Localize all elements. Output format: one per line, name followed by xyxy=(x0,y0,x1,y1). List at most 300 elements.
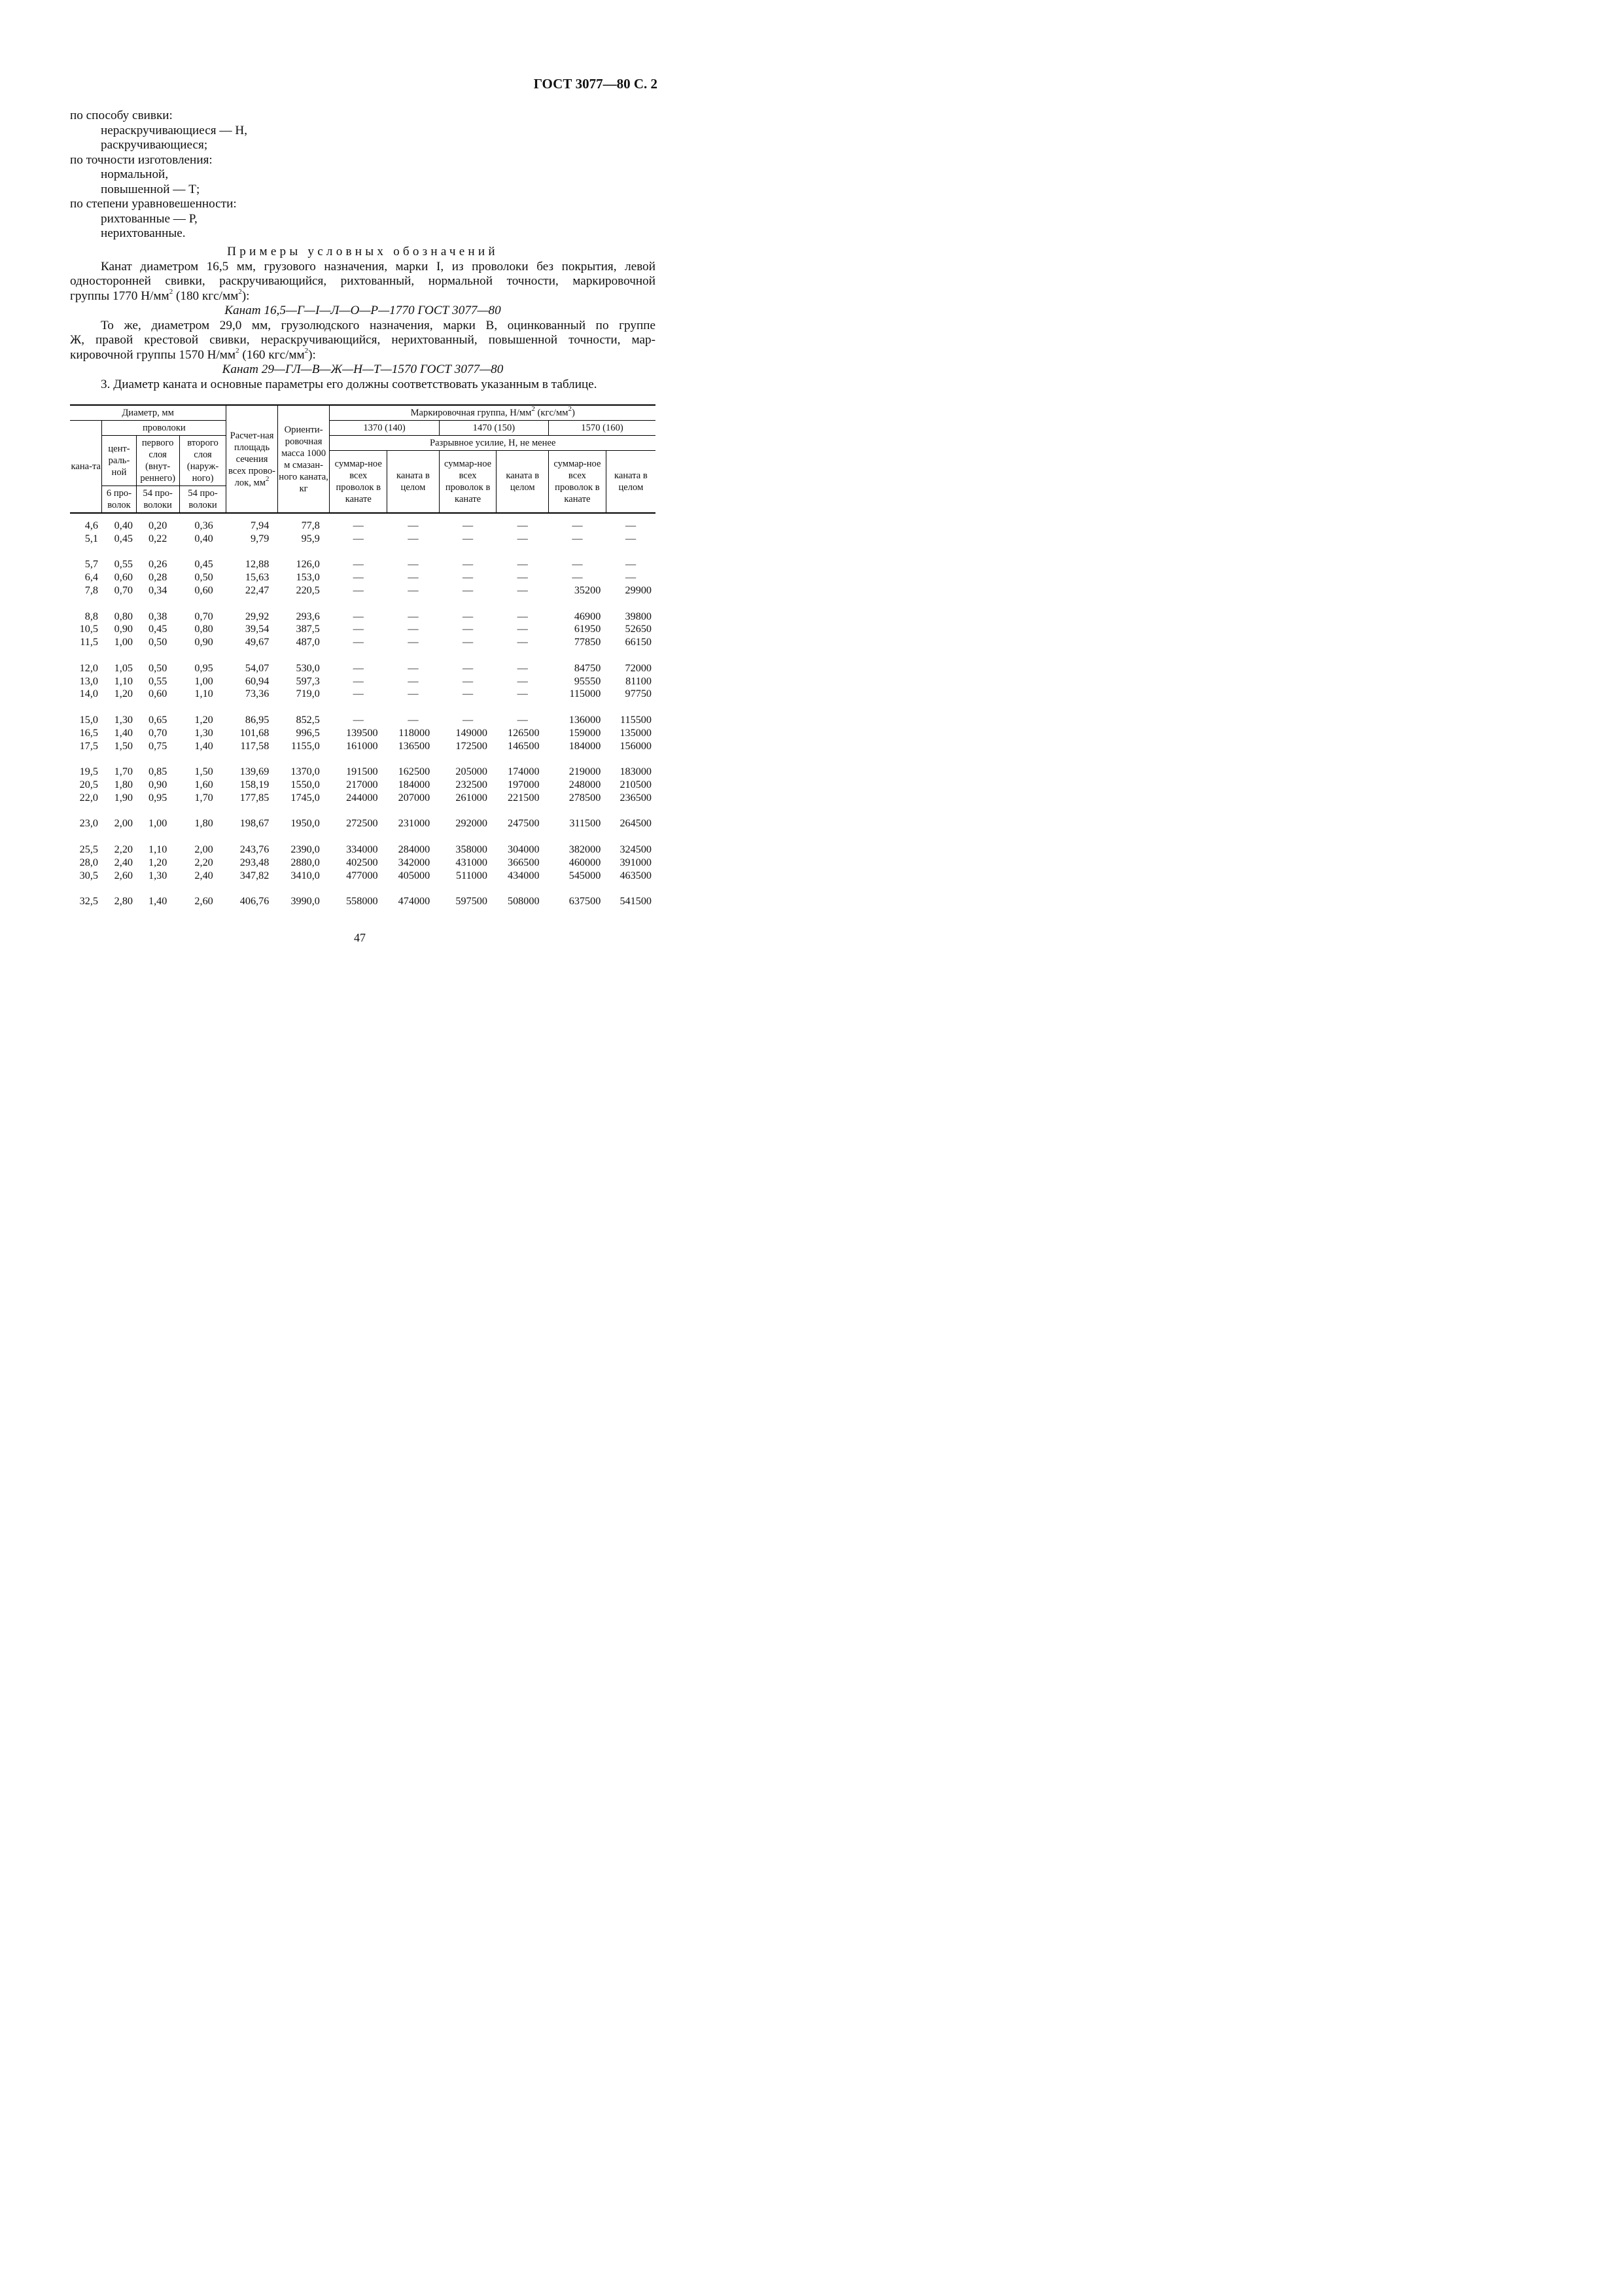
table-cell: 198,67 xyxy=(239,817,270,830)
table-cell: 474000 xyxy=(398,895,430,908)
table-cell: 405000 xyxy=(398,869,430,881)
table-cell: — xyxy=(462,636,474,648)
table-cell: 487,0 xyxy=(296,636,320,648)
table-cell: 13,0 xyxy=(79,675,98,687)
table-cell: 1,90 xyxy=(114,791,133,804)
table-cell: 597,3 xyxy=(296,675,320,687)
table-cell: 0,90 xyxy=(114,623,133,635)
table-body xyxy=(70,513,655,908)
table-cell: 558000 xyxy=(346,895,378,908)
group-1470-header: 1470 (150) xyxy=(439,421,548,436)
list-item: по точности изготовления: xyxy=(70,152,213,167)
example-1-designation: Канат 16,5—Г—I—Л—О—Р—1770 ГОСТ 3077—80 xyxy=(224,304,501,317)
table-cell: — xyxy=(625,520,637,531)
table-cell: 2,00 xyxy=(114,817,133,830)
table-cell: 244000 xyxy=(346,791,378,804)
table-cell: — xyxy=(517,610,528,622)
sum-wires-header: суммар-ное всех проволок в канате xyxy=(330,451,387,514)
table-cell: 434000 xyxy=(507,869,540,881)
table-cell: — xyxy=(408,610,419,622)
table-cell: 9,79 xyxy=(250,532,270,544)
table-cell: — xyxy=(353,636,364,648)
table-cell: 541500 xyxy=(620,895,652,908)
table-cell: 0,70 xyxy=(148,726,167,739)
central-wire-header: цент-раль-ной xyxy=(102,436,136,486)
table-cell: — xyxy=(462,688,474,700)
table-cell: 17,5 xyxy=(79,739,98,752)
table-cell: 597500 xyxy=(455,895,487,908)
table-cell: 387,5 xyxy=(296,623,320,635)
table-cell: — xyxy=(517,584,528,596)
table-cell: — xyxy=(517,636,528,648)
table-cell: 334000 xyxy=(346,843,378,855)
table-cell: 126,0 xyxy=(296,558,320,571)
table-cell: 207000 xyxy=(398,791,430,804)
table-row xyxy=(70,533,655,546)
table-cell: 1370,0 xyxy=(290,766,320,778)
example-1-text: Канат диаметром 16,5 мм, грузового назначения, марки I, из проволоки без покрытия, левой xyxy=(101,259,655,274)
whole-rope-header: каната в целом xyxy=(497,451,549,514)
table-cell: 996,5 xyxy=(296,726,320,739)
table-cell: 342000 xyxy=(398,856,430,868)
table-cell: 101,68 xyxy=(239,726,270,739)
table-row xyxy=(70,857,655,870)
table-cell: 177,85 xyxy=(239,791,270,804)
examples-section xyxy=(70,245,655,392)
table-cell: 2,20 xyxy=(194,856,213,868)
table-row xyxy=(70,623,655,636)
table-cell: 0,40 xyxy=(194,532,213,544)
table-cell: 1,40 xyxy=(194,739,213,752)
table-cell: 7,8 xyxy=(84,584,98,596)
table-cell: — xyxy=(517,675,528,687)
table-row xyxy=(70,752,655,779)
table-cell: — xyxy=(572,558,583,571)
table-cell: 1,40 xyxy=(114,726,133,739)
table-cell: 219000 xyxy=(568,766,601,778)
table-cell: — xyxy=(517,558,528,571)
table-cell: 22,47 xyxy=(245,584,270,596)
table-cell: 278500 xyxy=(568,791,601,804)
table-cell: 0,36 xyxy=(194,520,213,531)
table-cell: 1,10 xyxy=(114,675,133,687)
table-cell: 852,5 xyxy=(296,713,320,726)
table-cell: 5,1 xyxy=(84,532,98,544)
table-cell: 172500 xyxy=(455,739,487,752)
first-count-header: 54 про-волоки xyxy=(136,486,179,514)
table-row xyxy=(70,792,655,805)
table-cell: — xyxy=(462,713,474,726)
table-cell: 156000 xyxy=(620,739,652,752)
table-cell: — xyxy=(462,675,474,687)
table-cell: 30,5 xyxy=(79,869,98,881)
table-cell: 0,20 xyxy=(148,520,167,531)
table-cell: — xyxy=(462,532,474,544)
table-cell: — xyxy=(517,571,528,584)
example-2-text: кировочной группы 1570 $Н/мм^2$ (160 кгс/$мм^2$): xyxy=(70,347,316,362)
table-cell: 8,8 xyxy=(84,610,98,622)
table-cell: 1,80 xyxy=(194,817,213,830)
table-cell: — xyxy=(353,688,364,700)
table-cell: 0,55 xyxy=(148,675,167,687)
example-2-text: Ж, правой крестовой свивки, нераскручивающийся, нерихтованный, повышенной точности, мар- xyxy=(70,333,655,347)
table-cell: 86,95 xyxy=(245,713,270,726)
example-1-text: односторонней свивки, раскручивающийся, рихтованный, нормальной точности, маркировочной xyxy=(70,274,655,288)
table-cell: 0,40 xyxy=(114,520,133,531)
table-cell: 139500 xyxy=(346,726,378,739)
table-cell: 0,90 xyxy=(194,636,213,648)
table-cell: 1155,0 xyxy=(290,739,320,752)
table-cell: 0,45 xyxy=(148,623,167,635)
table-cell: 0,95 xyxy=(194,662,213,674)
group-1370-header: 1370 (140) xyxy=(330,421,439,436)
table-cell: 0,60 xyxy=(114,571,133,584)
table-cell: — xyxy=(462,623,474,635)
table-cell: 117,58 xyxy=(240,739,270,752)
table-cell: 1,30 xyxy=(148,869,167,881)
table-cell: 0,22 xyxy=(148,532,167,544)
table-cell: 32,5 xyxy=(79,895,98,908)
table-cell: 0,45 xyxy=(114,532,133,544)
table-cell: 2390,0 xyxy=(290,843,320,855)
table-cell: — xyxy=(462,584,474,596)
sum-wires-header: суммар-ное всех проволок в канате xyxy=(439,451,497,514)
table-cell: 0,45 xyxy=(194,558,213,571)
table-cell: 0,50 xyxy=(148,662,167,674)
table-cell: 324500 xyxy=(620,843,652,855)
table-row xyxy=(70,688,655,701)
table-row xyxy=(70,675,655,688)
table-cell: 231000 xyxy=(398,817,430,830)
table-cell: 1,60 xyxy=(194,778,213,790)
table-cell: 197000 xyxy=(507,778,540,790)
table-cell: 29,92 xyxy=(245,610,270,622)
table-cell: 0,55 xyxy=(114,558,133,571)
table-cell: 0,75 xyxy=(148,739,167,752)
table-cell: 146500 xyxy=(507,739,540,752)
table-cell: 49,67 xyxy=(245,636,270,648)
table-cell: 382000 xyxy=(568,843,601,855)
table-cell: — xyxy=(517,662,528,674)
table-cell: 0,65 xyxy=(148,713,167,726)
table-cell: 3410,0 xyxy=(290,869,320,881)
table-cell: 284000 xyxy=(398,843,430,855)
table-cell: 243,76 xyxy=(239,843,270,855)
table-cell: 35200 xyxy=(574,584,601,596)
table-cell: 161000 xyxy=(346,739,378,752)
table-cell: 5,7 xyxy=(84,558,98,571)
table-cell: 311500 xyxy=(569,817,601,830)
table-cell: 81100 xyxy=(625,675,652,687)
table-cell: — xyxy=(462,520,474,531)
table-cell: — xyxy=(353,520,364,531)
table-cell: 477000 xyxy=(346,869,378,881)
table-cell: — xyxy=(517,688,528,700)
table-cell: 1,20 xyxy=(148,856,167,868)
table-cell: 23,0 xyxy=(79,817,98,830)
table-cell: 530,0 xyxy=(296,662,320,674)
table-cell: 1,00 xyxy=(114,636,133,648)
table-row xyxy=(70,740,655,753)
table-cell: 0,50 xyxy=(148,636,167,648)
table-cell: — xyxy=(572,520,583,531)
table-cell: 3990,0 xyxy=(290,895,320,908)
table-row xyxy=(70,649,655,675)
mass-header: Ориенти-ровочная масса 1000 м смазан-ного каната, кг xyxy=(277,405,330,513)
table-cell: 15,63 xyxy=(245,571,270,584)
table-cell: 174000 xyxy=(507,766,540,778)
table-cell: 25,5 xyxy=(79,843,98,855)
table-cell: 19,5 xyxy=(79,766,98,778)
table-cell: 115500 xyxy=(620,713,652,726)
page-number: 47 xyxy=(354,931,366,944)
example-1-text: группы 1770 $Н/мм^2$ (180 кгс/$мм^2$): xyxy=(70,288,250,303)
table-cell: 0,34 xyxy=(148,584,167,596)
table-cell: — xyxy=(408,662,419,674)
table-row xyxy=(70,830,655,857)
table-cell: 2,60 xyxy=(194,895,213,908)
table-row xyxy=(70,701,655,727)
table-cell: 159000 xyxy=(568,726,601,739)
table-cell: 0,80 xyxy=(114,610,133,622)
area-header: Расчет-ная площадь сечения всех прово-лок, $мм^2$ xyxy=(226,405,278,513)
table-cell: — xyxy=(353,662,364,674)
example-2-designation: Канат 29—ГЛ—В—Ж—Н—Т—1570 ГОСТ 3077—80 xyxy=(222,362,504,376)
table-cell: 508000 xyxy=(507,895,540,908)
table-row xyxy=(70,571,655,584)
table-cell: 247500 xyxy=(507,817,540,830)
table-cell: 29900 xyxy=(625,584,652,596)
example-2-text: То же, диаметром 29,0 мм, грузолюдского назначения, марки В, оцинкованный по группе xyxy=(101,318,655,332)
table-cell: 2,00 xyxy=(194,843,213,855)
table-cell: 1745,0 xyxy=(290,791,320,804)
table-cell: 1,70 xyxy=(194,791,213,804)
table-cell: — xyxy=(353,610,364,622)
table-cell: — xyxy=(462,662,474,674)
table-cell: 406,76 xyxy=(239,895,270,908)
whole-rope-header: каната в целом xyxy=(387,451,440,514)
central-count-header: 6 про-волок xyxy=(102,486,136,514)
sum-wires-header: суммар-ное всех проволок в канате xyxy=(549,451,606,514)
table-cell: 511000 xyxy=(456,869,487,881)
table-cell: 136500 xyxy=(398,739,430,752)
list-item: нераскручивающиеся — Н, xyxy=(101,123,248,137)
list-item: по степени уравновешенности: xyxy=(70,197,237,211)
table-cell: 2,40 xyxy=(114,856,133,868)
table-cell: 1,00 xyxy=(194,675,213,687)
table-cell: 217000 xyxy=(346,778,378,790)
table-cell: 304000 xyxy=(507,843,540,855)
table-cell: 126500 xyxy=(507,726,540,739)
table-cell: 0,26 xyxy=(148,558,167,571)
table-cell: 118000 xyxy=(398,726,430,739)
table-cell: — xyxy=(353,532,364,544)
table-cell: 28,0 xyxy=(79,856,98,868)
table-cell: 20,5 xyxy=(79,778,98,790)
examples-heading: Примеры условных обозначений xyxy=(227,245,498,258)
table-cell: 95550 xyxy=(574,675,601,687)
table-cell: 0,28 xyxy=(148,571,167,584)
table-cell: 366500 xyxy=(507,856,540,868)
table-cell: 1,10 xyxy=(194,688,213,700)
table-row xyxy=(70,584,655,597)
table-cell: 184000 xyxy=(568,739,601,752)
table-cell: 637500 xyxy=(568,895,601,908)
table-cell: 115000 xyxy=(569,688,601,700)
table-cell: 16,5 xyxy=(79,726,98,739)
table-cell: 0,70 xyxy=(194,610,213,622)
paragraph-3: 3. Диаметр каната и основные параметры его должны соответствовать указанным в таблице. xyxy=(101,377,597,391)
table-cell: 1950,0 xyxy=(290,817,320,830)
second-layer-header: второго слоя (наруж-ного) xyxy=(179,436,226,486)
table-cell: 60,94 xyxy=(245,675,270,687)
table-cell: 1,30 xyxy=(194,726,213,739)
table-cell: 95,9 xyxy=(301,532,320,544)
list-item: по способу свивки: xyxy=(70,109,173,122)
table-cell: 158,19 xyxy=(239,778,270,790)
rope-diameter-header: кана-та xyxy=(70,421,102,514)
table-cell: 1,05 xyxy=(114,662,133,674)
table-cell: 719,0 xyxy=(296,688,320,700)
table-cell: — xyxy=(353,584,364,596)
table-cell: 2,40 xyxy=(194,869,213,881)
table-cell: 347,82 xyxy=(239,869,270,881)
second-count-header: 54 про-волоки xyxy=(179,486,226,514)
table-cell: 358000 xyxy=(455,843,487,855)
list-item: рихтованные — Р, xyxy=(101,211,198,226)
table-cell: 1,70 xyxy=(114,766,133,778)
list-item: раскручивающиеся; xyxy=(101,138,208,152)
table-cell: — xyxy=(353,675,364,687)
table-cell: 1,40 xyxy=(148,895,167,908)
table-cell: 10,5 xyxy=(79,623,98,635)
table-cell: 1,10 xyxy=(148,843,167,855)
table-cell: 191500 xyxy=(346,766,378,778)
table-cell: 136000 xyxy=(568,713,601,726)
table-cell: 220,5 xyxy=(296,584,320,596)
table-cell: 46900 xyxy=(574,610,601,622)
table-cell: 0,90 xyxy=(148,778,167,790)
table-cell: — xyxy=(625,532,637,544)
table-cell: 15,0 xyxy=(79,713,98,726)
table-cell: 1,80 xyxy=(114,778,133,790)
table-cell: 205000 xyxy=(455,766,487,778)
table-cell: 149000 xyxy=(455,726,487,739)
table-cell: 77,8 xyxy=(301,520,320,531)
table-cell: 12,88 xyxy=(245,558,270,571)
table-row xyxy=(70,882,655,908)
table-cell: — xyxy=(408,584,419,596)
table-cell: 236500 xyxy=(620,791,652,804)
table-cell: 2,60 xyxy=(114,869,133,881)
table-cell: 162500 xyxy=(398,766,430,778)
table-cell: 0,60 xyxy=(194,584,213,596)
list-item: нерихтованные. xyxy=(101,226,186,240)
table-cell: 1,00 xyxy=(148,817,167,830)
table-cell: — xyxy=(353,713,364,726)
table-cell: 183000 xyxy=(620,766,652,778)
table-cell: — xyxy=(408,623,419,635)
table-cell: 0,80 xyxy=(194,623,213,635)
table-cell: 232500 xyxy=(455,778,487,790)
table-cell: — xyxy=(408,520,419,531)
table-cell: — xyxy=(572,571,583,584)
table-cell: — xyxy=(408,636,419,648)
table-cell: 139,69 xyxy=(239,766,270,778)
table-cell: 184000 xyxy=(398,778,430,790)
table-cell: 7,94 xyxy=(250,520,270,531)
table-row xyxy=(70,779,655,792)
rope-parameters-table xyxy=(70,404,655,908)
table-cell: 2,80 xyxy=(114,895,133,908)
table-cell: 39,54 xyxy=(245,623,270,635)
table-cell: — xyxy=(517,713,528,726)
table-cell: — xyxy=(462,610,474,622)
table-cell: 11,5 xyxy=(80,636,98,648)
table-cell: 1550,0 xyxy=(290,778,320,790)
table-cell: — xyxy=(572,532,583,544)
list-item: повышенной — Т; xyxy=(101,182,200,196)
table-cell: 1,50 xyxy=(114,739,133,752)
table-cell: 39800 xyxy=(625,610,652,622)
table-cell: — xyxy=(517,532,528,544)
table-cell: 0,60 xyxy=(148,688,167,700)
table-cell: 66150 xyxy=(625,636,652,648)
table-cell: — xyxy=(462,571,474,584)
table-row xyxy=(70,727,655,740)
table-cell: 293,48 xyxy=(239,856,270,868)
table-cell: 1,50 xyxy=(194,766,213,778)
table-cell: 135000 xyxy=(620,726,652,739)
table-cell: 210500 xyxy=(620,778,652,790)
table-cell: 14,0 xyxy=(79,688,98,700)
diameter-header: Диаметр, мм xyxy=(70,405,226,421)
table-cell: 153,0 xyxy=(296,571,320,584)
marking-group-header: Маркировочная группа, $Н/мм^2$ $(кгс/мм^2)$ xyxy=(330,405,655,421)
table-cell: — xyxy=(517,623,528,635)
document-header: ГОСТ 3077—80 С. 2 xyxy=(533,76,657,92)
rope-classification-list xyxy=(70,109,655,241)
table-cell: 54,07 xyxy=(245,662,270,674)
table-cell: — xyxy=(462,558,474,571)
table-cell: 52650 xyxy=(625,623,652,635)
table-cell: 4,6 xyxy=(84,520,98,531)
table-cell: — xyxy=(408,713,419,726)
table-cell: — xyxy=(408,688,419,700)
table-cell: 1,20 xyxy=(194,713,213,726)
table-cell: — xyxy=(353,571,364,584)
table-cell: 61950 xyxy=(574,623,601,635)
table-cell: 0,95 xyxy=(148,791,167,804)
table-cell: 221500 xyxy=(507,791,540,804)
table-cell: — xyxy=(408,571,419,584)
table-row xyxy=(70,597,655,624)
whole-rope-header: каната в целом xyxy=(606,451,655,514)
table-cell: 460000 xyxy=(568,856,601,868)
wire-header: проволоки xyxy=(102,421,226,436)
group-1570-header: 1570 (160) xyxy=(549,421,655,436)
table-cell: 0,38 xyxy=(148,610,167,622)
table-row xyxy=(70,513,655,533)
table-cell: 292000 xyxy=(455,817,487,830)
table-cell: 261000 xyxy=(455,791,487,804)
table-cell: 272500 xyxy=(346,817,378,830)
first-layer-header: первого слоя (внут-реннего) xyxy=(136,436,179,486)
table-cell: 1,20 xyxy=(114,688,133,700)
table-cell: 402500 xyxy=(346,856,378,868)
table-cell: 6,4 xyxy=(84,571,98,584)
table-row xyxy=(70,870,655,883)
